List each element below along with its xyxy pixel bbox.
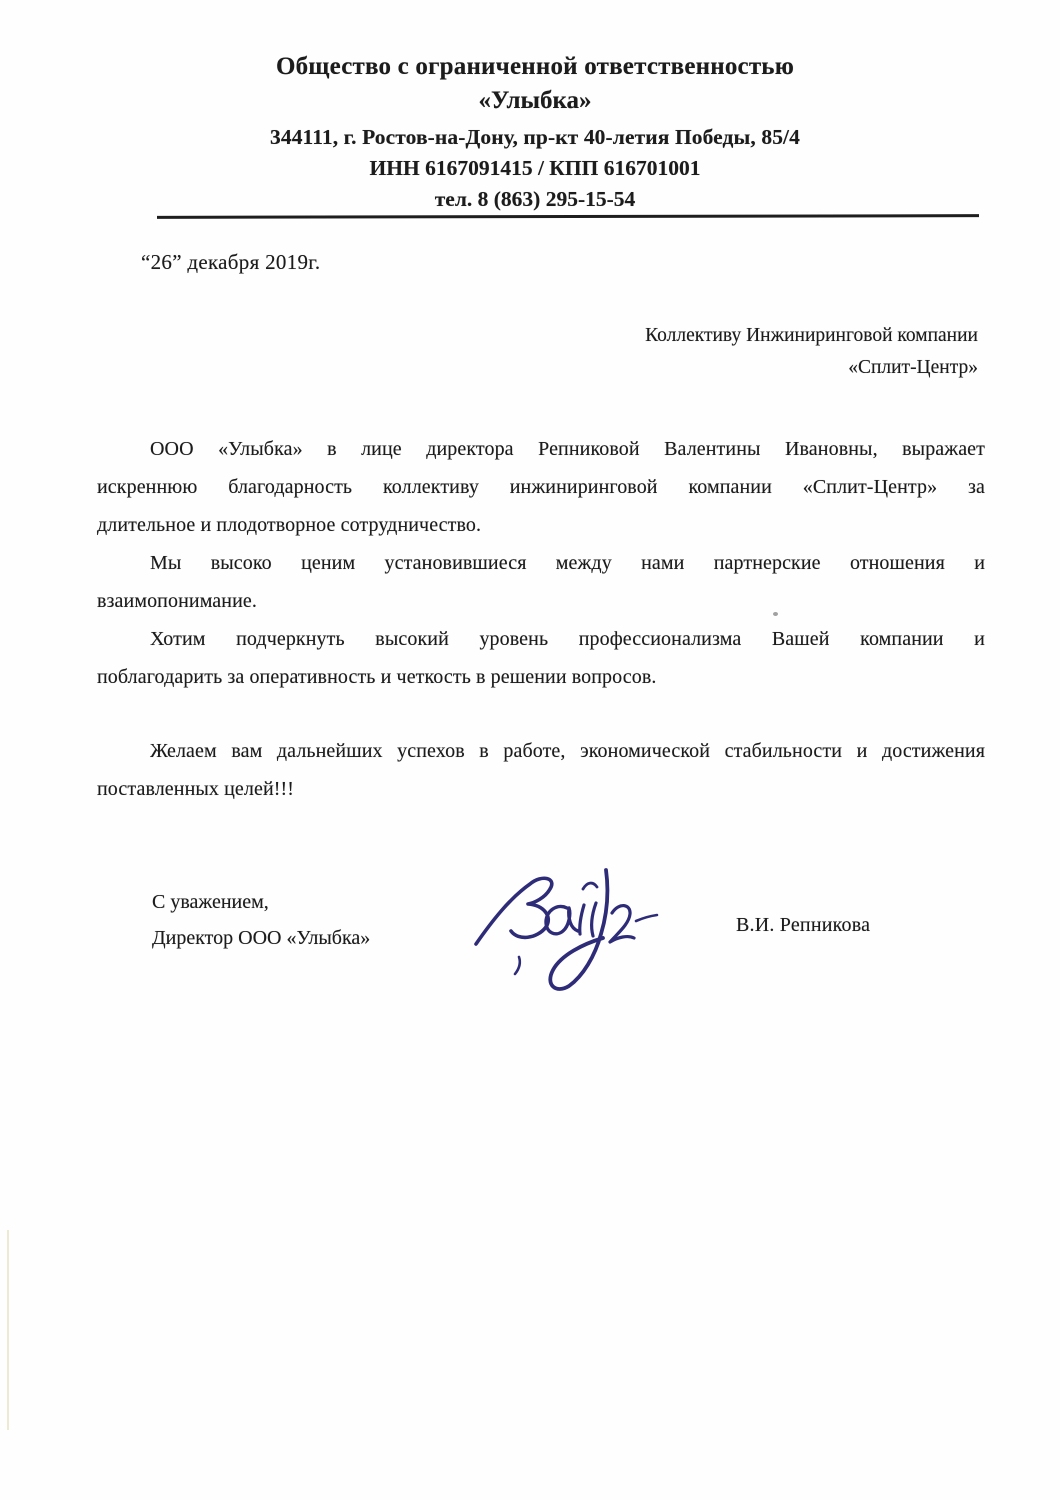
letter-paragraph-line: Желаем вам дальнейших успехов в работе, экономической стабильности и достижения — [150, 740, 985, 762]
signer-name: В.И. Репникова — [736, 914, 871, 936]
letter-date: “26” декабря 2019г. — [141, 250, 321, 274]
letterhead-divider-line — [157, 214, 979, 219]
letter-paragraph-line: поставленных целей!!! — [97, 778, 295, 800]
scan-speck — [773, 612, 778, 616]
signature-left-column — [152, 884, 370, 956]
org-inn-kpp-line: ИНН 6167091415 / КПП 616701001 — [369, 156, 701, 180]
letter-body — [97, 430, 985, 808]
letter-paragraph-line: искреннюю благодарность коллективу инжиниринговой компании «Сплит-Центр» за — [97, 476, 985, 498]
closing-line: С уважением, — [152, 891, 269, 913]
letter-paragraph-line: поблагодарить за оперативность и четкость в решении вопросов. — [97, 666, 657, 688]
letter-paragraph — [97, 544, 985, 620]
letter-paragraph-line: длительное и плодотворное сотрудничество. — [97, 514, 482, 536]
recipient-line-1: Коллективу Инжиниринговой компании — [645, 325, 978, 346]
letter-paragraph-line: Хотим подчеркнуть высокий уровень профессионализма Вашей компании и — [150, 628, 985, 650]
letter-paragraph — [97, 620, 985, 696]
letter-paragraph-line: Мы высоко ценим установившиеся между нами партнерские отношения и — [150, 552, 985, 574]
org-name-line: «Улыбка» — [478, 87, 592, 114]
letter-paragraph-line: ООО «Улыбка» в лице директора Репниковой Валентины Ивановны, выражает — [150, 438, 985, 460]
letter-paragraph-line: взаимопонимание. — [97, 590, 257, 612]
letterhead — [80, 50, 990, 215]
org-type-line: Общество с ограниченной ответственностью — [275, 53, 795, 80]
signer-title: Директор ООО «Улыбка» — [152, 927, 371, 949]
org-phone-line: тел. 8 (863) 295-15-54 — [434, 187, 636, 211]
scan-edge-streak — [7, 1230, 9, 1430]
org-address-line: 344111, г. Ростов-на-Дону, пр-кт 40-летия Победы, 85/4 — [270, 125, 800, 149]
handwritten-signature-icon — [466, 858, 666, 1000]
recipient-block — [645, 320, 978, 384]
letter-paragraph — [97, 430, 985, 544]
letter-paragraph — [97, 732, 985, 808]
recipient-line-2: «Сплит-Центр» — [848, 357, 978, 378]
